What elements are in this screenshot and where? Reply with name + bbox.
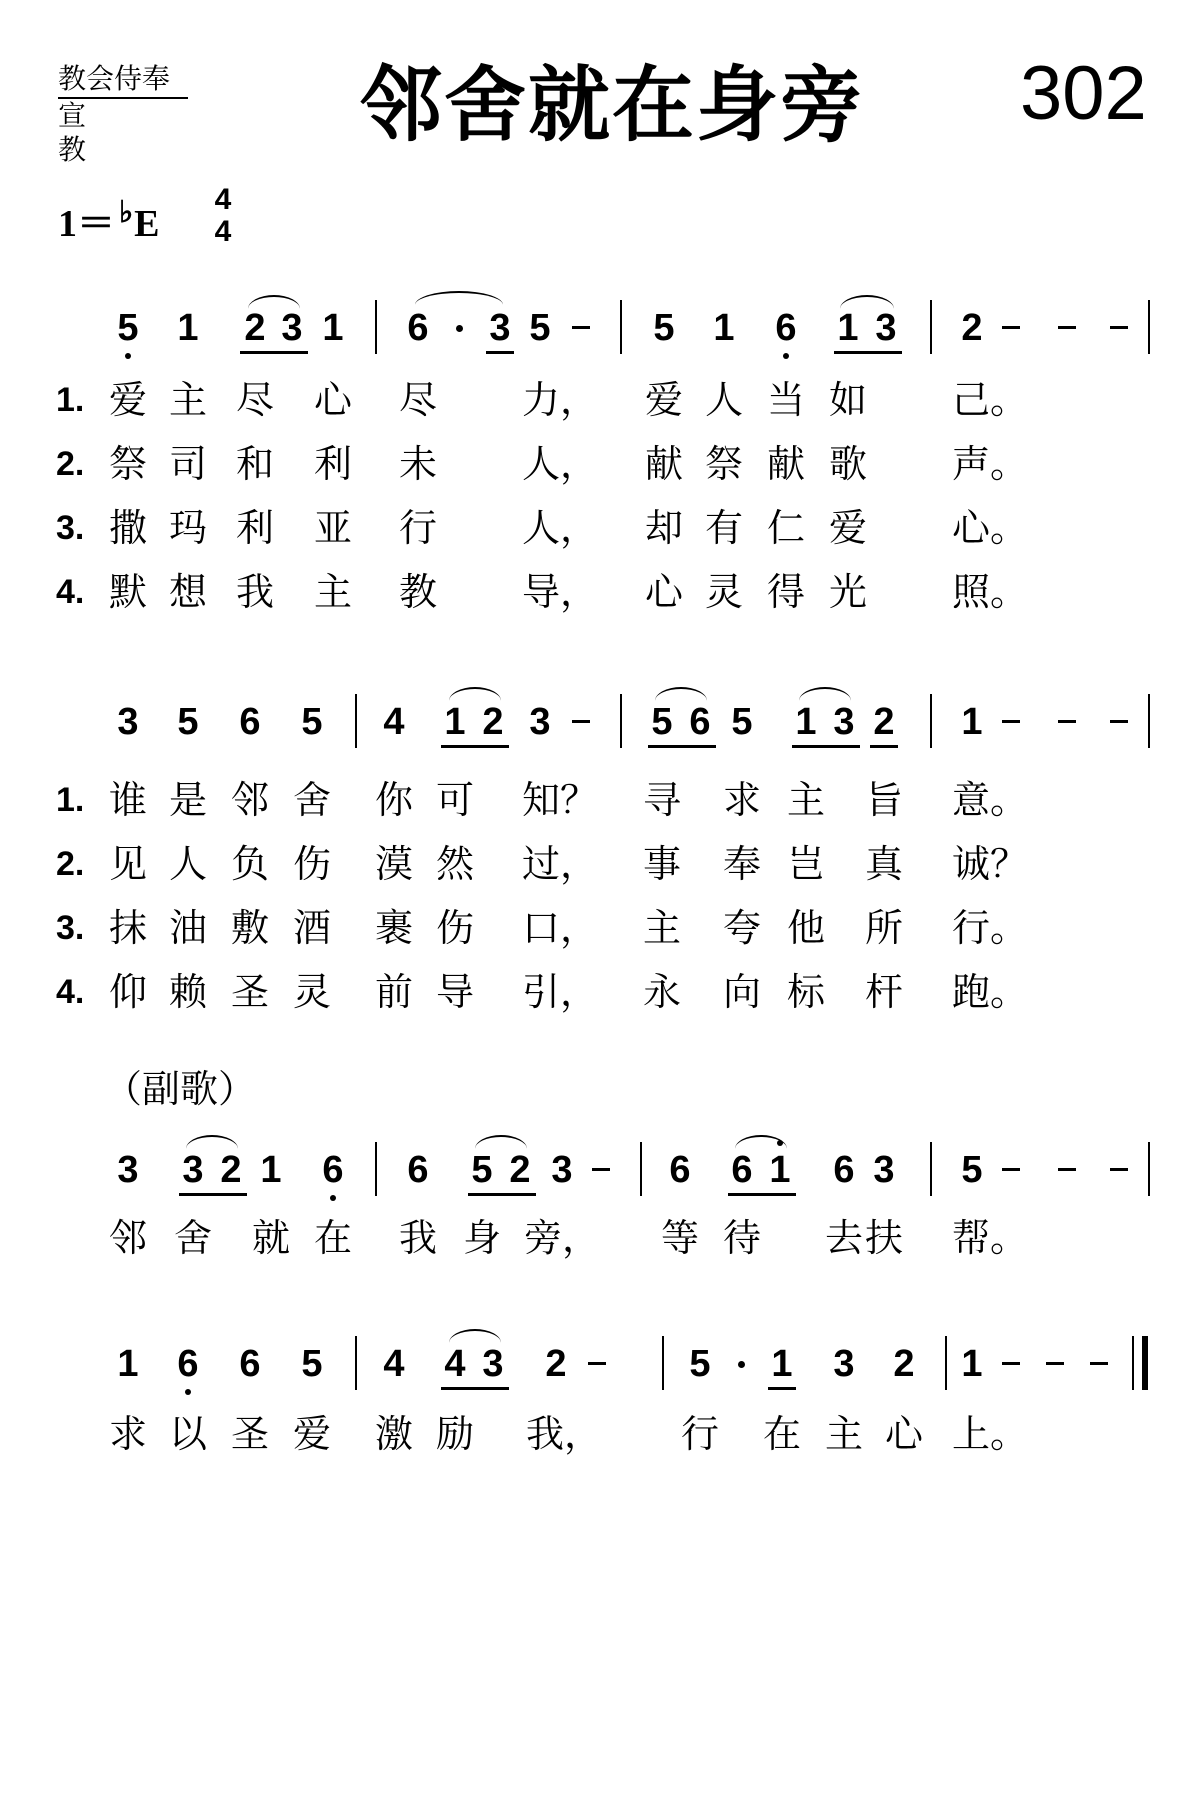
note: 3 — [281, 307, 303, 349]
lyric: 扶 — [864, 1216, 904, 1260]
lyric: 旁， — [523, 1216, 601, 1260]
barline — [355, 1336, 357, 1390]
low-octave-dot — [330, 1195, 336, 1201]
lyric: 司 — [168, 442, 208, 486]
time-bottom: 4 — [214, 215, 232, 248]
lyric: 行。 — [951, 906, 1029, 950]
low-octave-dot — [185, 1389, 191, 1395]
note: 5 — [961, 1149, 983, 1191]
lyric: 仰 — [108, 970, 148, 1014]
lyric: 仁 — [766, 506, 806, 550]
note: 6 — [239, 701, 261, 743]
lyric: 主 — [824, 1412, 864, 1456]
lyric: 见 — [108, 842, 148, 886]
dash — [1090, 1362, 1108, 1365]
note: 5 — [689, 1343, 711, 1385]
lyric: 主 — [313, 570, 353, 614]
lyric: 求 — [722, 778, 762, 822]
lyric: 亚 — [313, 506, 353, 550]
slur — [449, 1329, 501, 1343]
lyric: 和 — [235, 442, 275, 486]
eighth-underline — [792, 745, 860, 748]
lyric: 励 — [435, 1412, 475, 1456]
dash — [1002, 1168, 1020, 1171]
lyric: 伤 — [435, 906, 475, 950]
lyric: 行 — [680, 1412, 720, 1456]
final-barline-thick — [1142, 1336, 1148, 1390]
lyric: 永 — [642, 970, 682, 1014]
lyric: 当 — [766, 378, 806, 422]
note: 1 — [769, 1149, 791, 1191]
verse-number: 2. — [56, 445, 85, 483]
lyric: 就 — [251, 1216, 291, 1260]
note: 5 — [117, 307, 139, 349]
augmentation-dot — [738, 1361, 745, 1368]
lyric: 负 — [230, 842, 270, 886]
dash — [1110, 1168, 1128, 1171]
lyric: 真 — [864, 842, 904, 886]
lyric: 我， — [525, 1412, 603, 1456]
lyric: 声。 — [951, 442, 1029, 486]
time-signature — [210, 184, 236, 248]
lyric: 行 — [398, 506, 438, 550]
barline — [620, 300, 622, 354]
lyric: 照。 — [951, 570, 1029, 614]
verse-number: 2. — [56, 845, 85, 883]
note: 6 — [239, 1343, 261, 1385]
note: 5 — [471, 1149, 493, 1191]
lyric: 导 — [435, 970, 475, 1014]
lyric: 导， — [521, 570, 599, 614]
lyric: 主 — [786, 778, 826, 822]
eighth-underline — [648, 745, 716, 748]
lyric: 光 — [828, 570, 868, 614]
note: 3 — [873, 1149, 895, 1191]
barline — [620, 694, 622, 748]
note: 2 — [509, 1149, 531, 1191]
verse-number: 3. — [56, 509, 85, 547]
low-octave-dot — [783, 353, 789, 359]
key-signature — [58, 192, 160, 247]
barline — [375, 1142, 377, 1196]
lyric: 口， — [521, 906, 599, 950]
note: 3 — [875, 307, 897, 349]
barline — [1148, 300, 1150, 354]
lyric: 等 — [660, 1216, 700, 1260]
note: 2 — [482, 701, 504, 743]
dash — [1058, 326, 1076, 329]
lyric: 舍 — [292, 778, 332, 822]
eighth-underline — [441, 745, 509, 748]
note: 5 — [731, 701, 753, 743]
lyric: 爱 — [644, 378, 684, 422]
eighth-underline — [834, 351, 902, 354]
slur — [799, 687, 851, 701]
lyric: 酒 — [292, 906, 332, 950]
dash — [588, 1362, 606, 1365]
lyric: 我 — [398, 1216, 438, 1260]
verse-number: 4. — [56, 573, 85, 611]
hymn-title: 邻舍就在身旁 — [360, 58, 865, 153]
verse-number: 1. — [56, 381, 85, 419]
lyric: 如 — [828, 378, 868, 422]
lyric: 心 — [884, 1412, 924, 1456]
lyric: 夸 — [722, 906, 762, 950]
lyric: 敷 — [230, 906, 270, 950]
note: 6 — [689, 701, 711, 743]
lyric: 上。 — [951, 1412, 1029, 1456]
lyric: 人 — [168, 842, 208, 886]
key-letter: E — [134, 203, 160, 245]
lyric: 寻 — [642, 778, 682, 822]
lyric: 利 — [313, 442, 353, 486]
lyric: 舍 — [173, 1216, 213, 1260]
lyric: 得 — [766, 570, 806, 614]
lyric: 爱 — [108, 378, 148, 422]
lyric: 己。 — [951, 378, 1029, 422]
eighth-underline — [179, 1193, 247, 1196]
barline — [375, 300, 377, 354]
lyric: 灵 — [292, 970, 332, 1014]
final-barline-thin — [1132, 1336, 1134, 1390]
lyric: 赖 — [168, 970, 208, 1014]
lyric: 可 — [435, 778, 475, 822]
eighth-underline — [768, 1387, 796, 1390]
barline — [930, 694, 932, 748]
category-label — [58, 62, 188, 167]
lyric: 教 — [398, 570, 438, 614]
note: 2 — [961, 307, 983, 349]
lyric: 去 — [824, 1216, 864, 1260]
lyric: 知？ — [521, 778, 599, 822]
barline — [1148, 1142, 1150, 1196]
dash — [572, 326, 590, 329]
lyric: 祭 — [704, 442, 744, 486]
lyric: 圣 — [230, 970, 270, 1014]
note: 4 — [444, 1343, 466, 1385]
dash — [1058, 720, 1076, 723]
note: 3 — [117, 1149, 139, 1191]
lyric: 裹 — [374, 906, 414, 950]
note: 2 — [220, 1149, 242, 1191]
lyric: 邻 — [230, 778, 270, 822]
lyric: 未 — [398, 442, 438, 486]
lyric: 奉 — [722, 842, 762, 886]
note: 5 — [177, 701, 199, 743]
note: 1 — [961, 1343, 983, 1385]
note: 2 — [873, 701, 895, 743]
chorus-label: （副歌） — [104, 1067, 257, 1111]
lyric: 以 — [168, 1412, 208, 1456]
lyric: 心 — [644, 570, 684, 614]
lyric: 向 — [722, 970, 762, 1014]
augmentation-dot — [456, 325, 463, 332]
barline — [930, 300, 932, 354]
note: 4 — [383, 1343, 405, 1385]
lyric: 主 — [168, 378, 208, 422]
dash — [1002, 720, 1020, 723]
barline — [662, 1336, 664, 1390]
dash — [1046, 1362, 1064, 1365]
note: 2 — [545, 1343, 567, 1385]
note: 1 — [444, 701, 466, 743]
time-top: 4 — [214, 183, 232, 216]
note: 5 — [301, 1343, 323, 1385]
barline — [355, 694, 357, 748]
lyric: 爱 — [828, 506, 868, 550]
dash — [1002, 326, 1020, 329]
lyric: 是 — [168, 778, 208, 822]
dash — [1110, 326, 1128, 329]
slur — [248, 295, 300, 309]
lyric: 利 — [235, 506, 275, 550]
note: 4 — [383, 701, 405, 743]
eighth-underline — [486, 351, 514, 354]
eighth-underline — [441, 1387, 509, 1390]
note: 6 — [669, 1149, 691, 1191]
lyric: 他 — [786, 906, 826, 950]
low-octave-dot — [125, 353, 131, 359]
lyric: 身 — [462, 1216, 502, 1260]
lyric: 油 — [168, 906, 208, 950]
lyric: 想 — [168, 570, 208, 614]
lyric: 然 — [435, 842, 475, 886]
verse-number: 4. — [56, 973, 85, 1011]
note: 6 — [731, 1149, 753, 1191]
slur — [735, 1135, 787, 1149]
note: 6 — [833, 1149, 855, 1191]
note: 3 — [182, 1149, 204, 1191]
note: 6 — [322, 1149, 344, 1191]
dash — [592, 1168, 610, 1171]
lyric: 祭 — [108, 442, 148, 486]
lyric: 灵 — [704, 570, 744, 614]
dash — [1058, 1168, 1076, 1171]
lyric: 却 — [644, 506, 684, 550]
lyric: 爱 — [292, 1412, 332, 1456]
slur — [840, 295, 894, 309]
lyric: 人， — [521, 506, 599, 550]
slur — [449, 687, 501, 701]
lyric: 人， — [521, 442, 599, 486]
lyric: 圣 — [230, 1412, 270, 1456]
lyric: 谁 — [108, 778, 148, 822]
lyric: 心。 — [951, 506, 1029, 550]
lyric: 杆 — [864, 970, 904, 1014]
lyric: 引， — [521, 970, 599, 1014]
note: 5 — [301, 701, 323, 743]
lyric: 帮。 — [951, 1216, 1029, 1260]
note: 3 — [551, 1149, 573, 1191]
lyric: 旨 — [864, 778, 904, 822]
note: 5 — [529, 307, 551, 349]
lyric: 心 — [313, 378, 353, 422]
note: 6 — [407, 1149, 429, 1191]
slur — [655, 687, 707, 701]
barline — [640, 1142, 642, 1196]
dash — [1002, 1362, 1020, 1365]
category-line-1: 教会侍奉 — [58, 62, 188, 99]
lyric: 有 — [704, 506, 744, 550]
lyric: 尽 — [235, 378, 275, 422]
note: 3 — [482, 1343, 504, 1385]
lyric: 漠 — [374, 842, 414, 886]
key-prefix: 1＝ — [58, 203, 116, 245]
note: 1 — [961, 701, 983, 743]
lyric: 意。 — [951, 778, 1029, 822]
category-line-2: 宣教 — [58, 99, 149, 166]
note: 1 — [117, 1343, 139, 1385]
note: 6 — [775, 307, 797, 349]
lyric: 在 — [762, 1412, 802, 1456]
lyric: 标 — [786, 970, 826, 1014]
slur — [475, 1135, 527, 1149]
lyric: 事 — [642, 842, 682, 886]
note: 3 — [529, 701, 551, 743]
barline — [930, 1142, 932, 1196]
note: 2 — [893, 1343, 915, 1385]
lyric: 过， — [521, 842, 599, 886]
note: 1 — [260, 1149, 282, 1191]
eighth-underline — [240, 351, 308, 354]
lyric: 你 — [374, 778, 414, 822]
lyric: 主 — [642, 906, 682, 950]
note: 3 — [117, 701, 139, 743]
lyric: 所 — [864, 906, 904, 950]
lyric: 前 — [374, 970, 414, 1014]
lyric: 抹 — [108, 906, 148, 950]
dash — [1110, 720, 1128, 723]
lyric: 跑。 — [951, 970, 1029, 1014]
lyric: 诚？ — [951, 842, 1029, 886]
note: 1 — [837, 307, 859, 349]
lyric: 献 — [644, 442, 684, 486]
note: 6 — [177, 1343, 199, 1385]
lyric: 伤 — [292, 842, 332, 886]
note: 3 — [833, 701, 855, 743]
note: 5 — [651, 701, 673, 743]
slur — [415, 291, 503, 305]
lyric: 待 — [722, 1216, 762, 1260]
note: 1 — [795, 701, 817, 743]
lyric: 激 — [374, 1412, 414, 1456]
note: 1 — [177, 307, 199, 349]
lyric: 玛 — [168, 506, 208, 550]
dash — [572, 720, 590, 723]
note: 5 — [653, 307, 675, 349]
lyric: 歌 — [828, 442, 868, 486]
lyric: 献 — [766, 442, 806, 486]
lyric: 人 — [704, 378, 744, 422]
verse-number: 3. — [56, 909, 85, 947]
lyric: 默 — [108, 570, 148, 614]
barline — [1148, 694, 1150, 748]
slur — [186, 1135, 238, 1149]
eighth-underline — [468, 1193, 536, 1196]
eighth-underline — [870, 745, 898, 748]
verse-number: 1. — [56, 781, 85, 819]
lyric: 撒 — [108, 506, 148, 550]
barline — [945, 1336, 947, 1390]
note: 6 — [407, 307, 429, 349]
lyric: 力， — [521, 378, 599, 422]
lyric: 尽 — [398, 378, 438, 422]
note: 1 — [322, 307, 344, 349]
hymn-number: 302 — [1020, 51, 1147, 136]
note: 3 — [833, 1343, 855, 1385]
note: 3 — [489, 307, 511, 349]
note: 2 — [244, 307, 266, 349]
note: 1 — [713, 307, 735, 349]
lyric: 邻 — [108, 1216, 148, 1260]
lyric: 我 — [235, 570, 275, 614]
eighth-underline — [728, 1193, 796, 1196]
flat-symbol: ♭ — [119, 196, 134, 229]
lyric: 求 — [108, 1412, 148, 1456]
note: 1 — [771, 1343, 793, 1385]
lyric: 在 — [313, 1216, 353, 1260]
lyric: 岂 — [786, 842, 826, 886]
